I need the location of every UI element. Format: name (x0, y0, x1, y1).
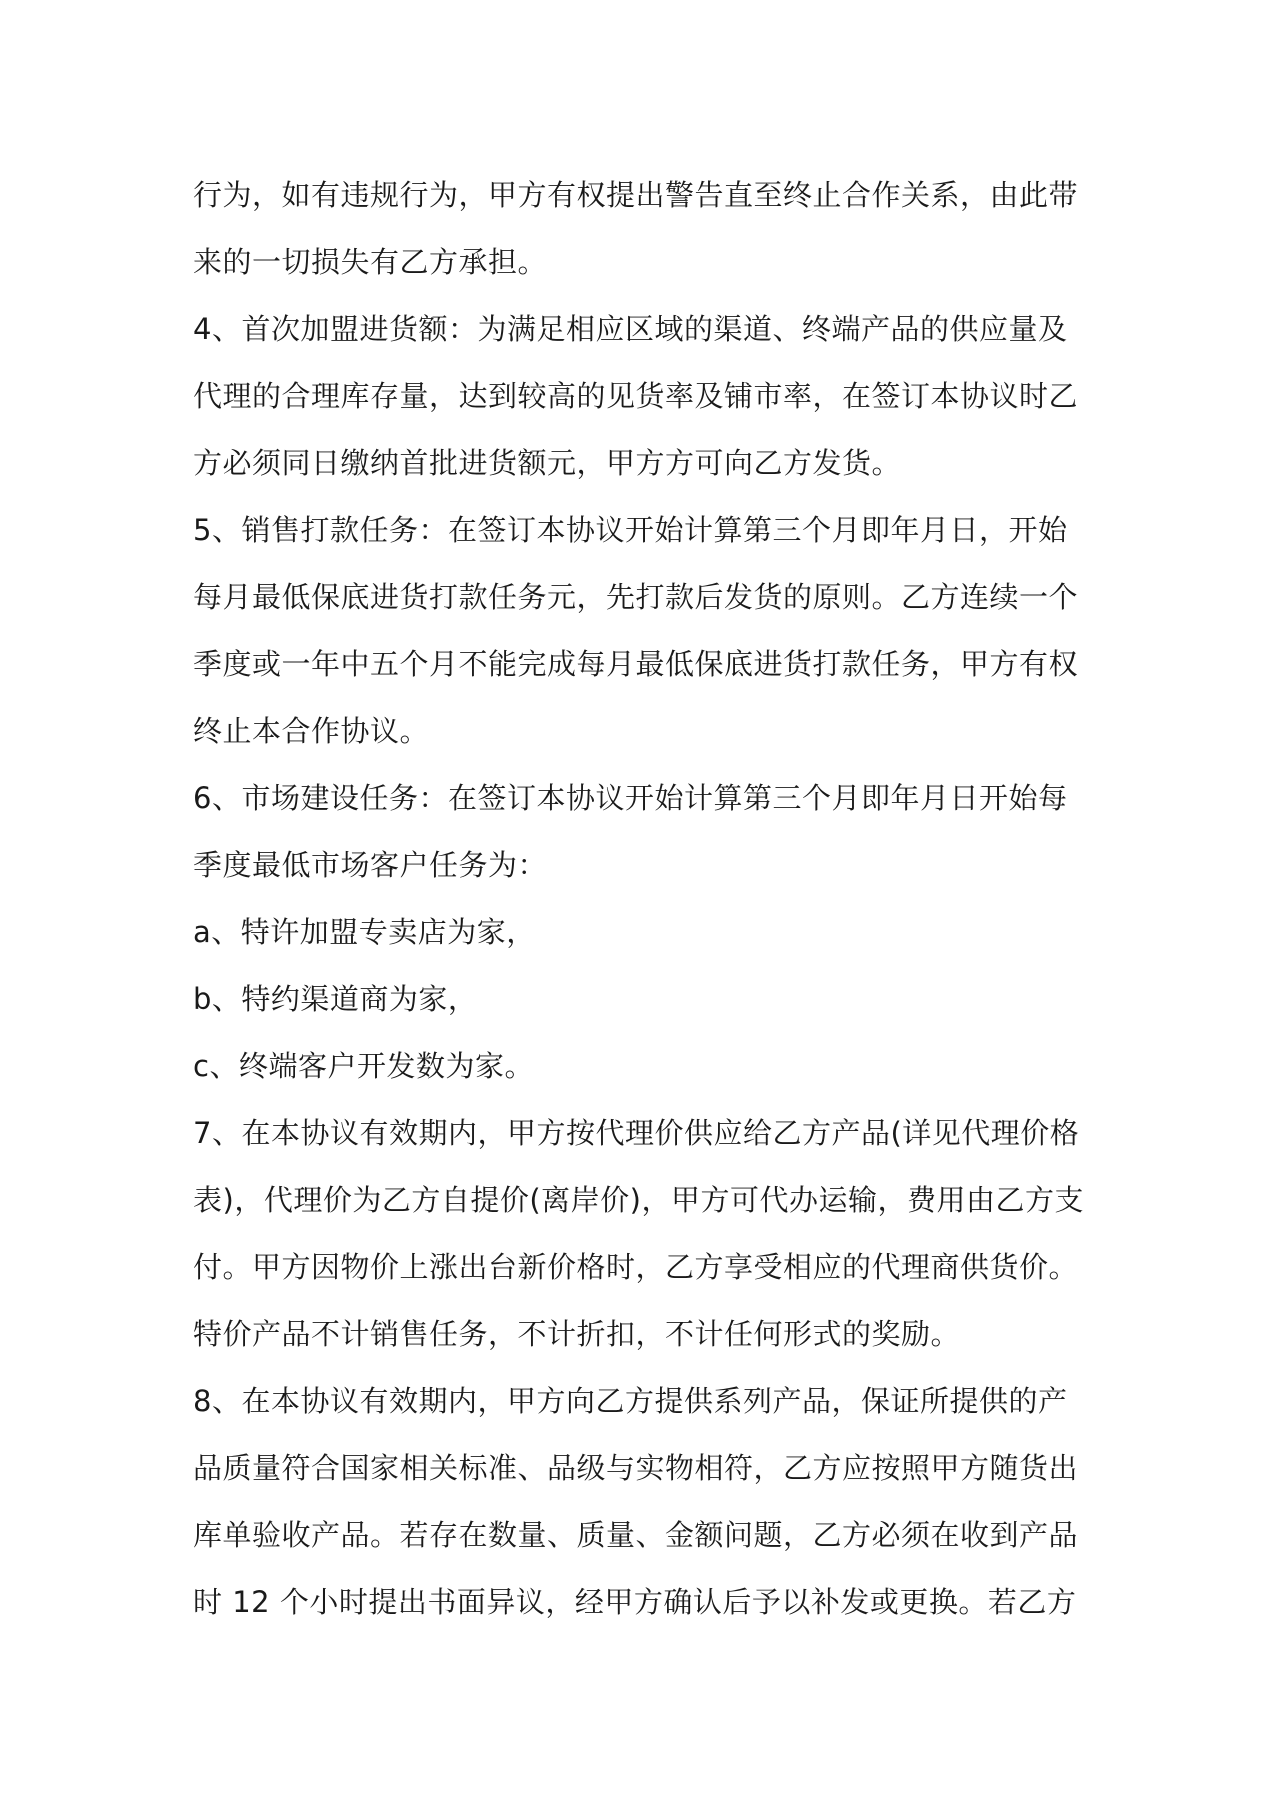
text-line: 时 12 个小时提出书面异议，经甲方确认后予以补发或更换。若乙方 (193, 1585, 1077, 1619)
text-line: 行为，如有违规行为，甲方有权提出警告直至终止合作关系，由此带 (193, 178, 1079, 212)
text-line: 季度或一年中五个月不能完成每月最低保底进货打款任务，甲方有权 (193, 647, 1079, 681)
text-line: 6、市场建设任务：在签订本协议开始计算第三个月即年月日开始每 (193, 781, 1068, 815)
text-line: 方必须同日缴纳首批进货额元，甲方方可向乙方发货。 (193, 446, 902, 480)
text-line: 5、销售打款任务：在签订本协议开始计算第三个月即年月日，开始 (193, 513, 1068, 547)
text-line: 来的一切损失有乙方承担。 (193, 245, 548, 279)
agreement-text (193, 162, 1098, 1636)
text-line: 代理的合理库存量，达到较高的见货率及铺市率，在签订本协议时乙 (193, 379, 1079, 413)
text-line: 4、首次加盟进货额：为满足相应区域的渠道、终端产品的供应量及 (193, 312, 1068, 346)
text-line: 终止本合作协议。 (193, 714, 430, 748)
text-line: 付。甲方因物价上涨出台新价格时，乙方享受相应的代理商供货价。 (193, 1250, 1079, 1284)
text-line: c、终端客户开发数为家。 (193, 1049, 534, 1083)
text-line: 品质量符合国家相关标准、品级与实物相符，乙方应按照甲方随货出 (193, 1451, 1079, 1485)
text-line: 每月最低保底进货打款任务元，先打款后发货的原则。乙方连续一个 (193, 580, 1079, 614)
text-line: 库单验收产品。若存在数量、质量、金额问题，乙方必须在收到产品 (193, 1518, 1079, 1552)
text-line: 表)，代理价为乙方自提价(离岸价)，甲方可代办运输，费用由乙方支 (193, 1183, 1084, 1217)
text-line: 特价产品不计销售任务，不计折扣，不计任何形式的奖励。 (193, 1317, 961, 1351)
text-line: 7、在本协议有效期内，甲方按代理价供应给乙方产品(详见代理价格 (193, 1116, 1080, 1150)
text-line: 8、在本协议有效期内，甲方向乙方提供系列产品，保证所提供的产 (193, 1384, 1068, 1418)
text-line: a、特许加盟专卖店为家， (193, 915, 536, 949)
text-line: b、特约渠道商为家， (193, 982, 478, 1016)
text-line: 季度最低市场客户任务为： (193, 848, 548, 882)
